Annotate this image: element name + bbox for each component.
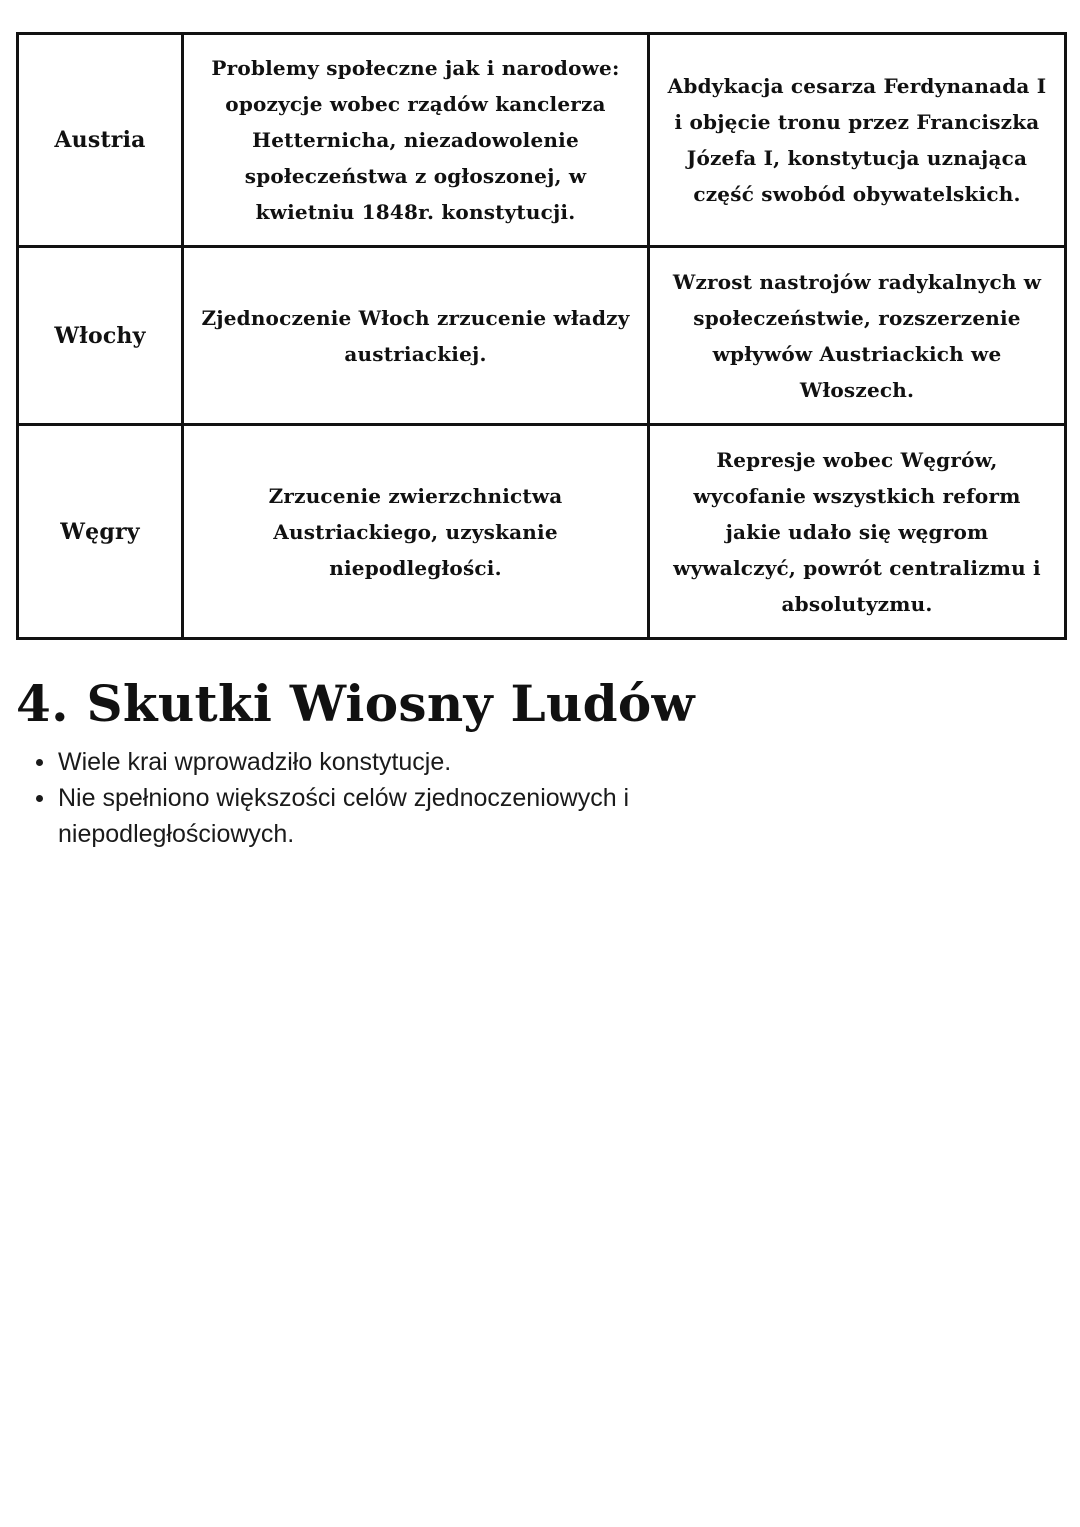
country-cell: Węgry (18, 425, 183, 639)
effects-cell: Represje wobec Węgrów, wycofanie wszystkich reform jakie udało się węgrom wywalczyć, powrót centralizmu i absolutyzmu. (649, 425, 1066, 639)
list-item-text: Wiele krai wprowadziło konstytucje. (58, 748, 452, 776)
bullet-icon (36, 795, 43, 802)
consequences-list (20, 744, 658, 852)
list-item (58, 744, 658, 780)
table-row (18, 34, 1066, 247)
country-cell: Austria (18, 34, 183, 247)
goals-cell: Problemy społeczne jak i narodowe: opozycje wobec rządów kanclerza Hetternicha, niezadowolenie społeczeństwa z ogłoszonej, w kwietniu 1848r. konstytucji. (183, 34, 649, 247)
list-item (58, 780, 658, 852)
section-heading: 4. Skutki Wiosny Ludów (16, 674, 695, 733)
country-cell: Włochy (18, 247, 183, 425)
revolutions-table (16, 32, 1067, 640)
effects-cell: Abdykacja cesarza Ferdynanada I i objęcie tronu przez Franciszka Józefa I, konstytucja uznająca część swobód obywatelskich. (649, 34, 1066, 247)
goals-cell: Zjednoczenie Włoch zrzucenie władzy austriackiej. (183, 247, 649, 425)
table-row (18, 247, 1066, 425)
list-item-text: Nie spełniono większości celów zjednoczeniowych i niepodległościowych. (58, 784, 630, 848)
effects-cell: Wzrost nastrojów radykalnych w społeczeństwie, rozszerzenie wpływów Austriackich we Włoszech. (649, 247, 1066, 425)
goals-cell: Zrzucenie zwierzchnictwa Austriackiego, uzyskanie niepodległości. (183, 425, 649, 639)
table-row (18, 425, 1066, 639)
bullet-icon (36, 759, 43, 766)
